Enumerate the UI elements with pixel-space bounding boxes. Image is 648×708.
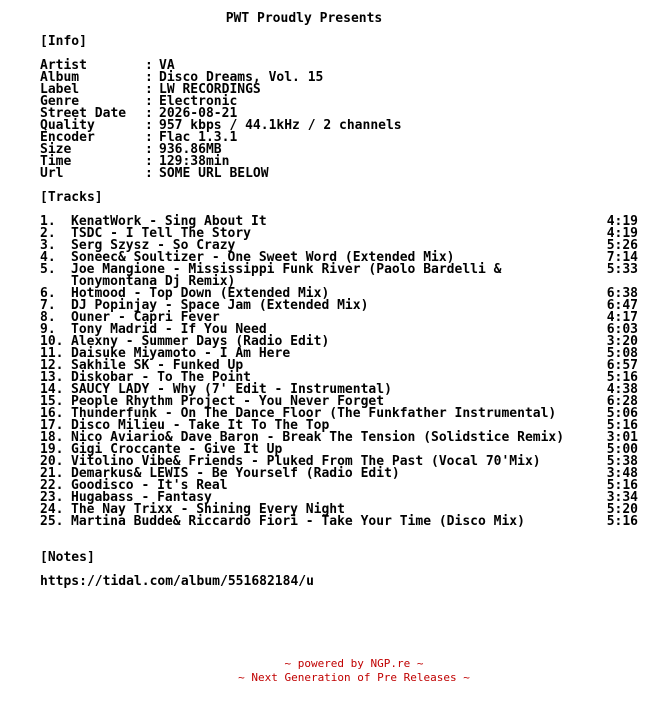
track-number: 19. (40, 442, 64, 457)
footer-tagline: ~ Next Generation of Pre Releases ~ (238, 671, 470, 684)
track-number: 7. (40, 298, 56, 313)
track-duration: 5:16 (606, 514, 638, 529)
info-value: 2026-08-21 (159, 106, 238, 121)
track-number: 22. (40, 478, 64, 493)
info-key: Time (40, 154, 72, 169)
track-title: Vitolino Vibe& Friends - Pluked From The Past (Vocal 70'Mix) (71, 454, 541, 469)
track-title: Martina Budde& Riccardo Fiori - Take Your Time (Disco Mix) (71, 514, 525, 529)
track-duration: 4:19 (606, 226, 638, 241)
info-key: Album (40, 70, 80, 85)
track-title: Tony Madrid - If You Need (71, 322, 267, 337)
track-number: 24. (40, 502, 64, 517)
info-separator: : (145, 106, 153, 121)
info-separator: : (145, 130, 153, 145)
info-value: SOME URL BELOW (159, 166, 269, 181)
track-duration: 4:17 (606, 310, 638, 325)
track-title: Soneec& Soultizer - One Sweet Word (Extended Mix) (71, 250, 455, 265)
track-number: 20. (40, 454, 64, 469)
info-key: Genre (40, 94, 80, 109)
track-title: Sakhile SK - Funked Up (71, 358, 244, 373)
track-duration: 3:01 (606, 430, 638, 445)
info-value: 129:38min (159, 154, 230, 169)
track-duration: 5:06 (606, 406, 638, 421)
track-number: 14. (40, 382, 64, 397)
track-number: 13. (40, 370, 64, 385)
track-number: 17. (40, 418, 64, 433)
track-number: 3. (40, 238, 56, 253)
track-number: 12. (40, 358, 64, 373)
track-number: 1. (40, 214, 56, 229)
info-separator: : (145, 142, 153, 157)
track-duration: 7:14 (606, 250, 638, 265)
track-duration: 5:16 (606, 478, 638, 493)
track-title: Nico Aviario& Dave Baron - Break The Tension (Solidstice Remix) (71, 430, 565, 445)
track-title: Serg Szysz - So Crazy (71, 238, 236, 253)
info-key: Url (40, 166, 64, 181)
track-number: 9. (40, 322, 56, 337)
track-duration: 6:38 (606, 286, 638, 301)
track-number: 15. (40, 394, 64, 409)
track-title: Alexny - Summer Days (Radio Edit) (71, 334, 330, 349)
track-number: 8. (40, 310, 56, 325)
track-number: 16. (40, 406, 64, 421)
track-title: People Rhythm Project - You Never Forget (71, 394, 385, 409)
track-title: Disco Milieu - Take It To The Top (71, 418, 330, 433)
track-number: 2. (40, 226, 56, 241)
track-title: TSDC - I Tell The Story (71, 226, 252, 241)
footer-powered-by: ~ powered by NGP.re ~ (284, 657, 424, 670)
track-number: 11. (40, 346, 64, 361)
info-value: 936.86MB (159, 142, 222, 157)
track-title: Goodisco - It's Real (71, 478, 228, 493)
info-separator: : (145, 118, 153, 133)
track-title-continued: Tonymontana Dj Remix) (71, 274, 236, 289)
track-title: Daisuke Miyamoto - I Am Here (71, 346, 291, 361)
track-number: 18. (40, 430, 64, 445)
track-number: 10. (40, 334, 64, 349)
track-duration: 5:20 (606, 502, 638, 517)
track-title: Demarkus& LEWIS - Be Yourself (Radio Edit) (71, 466, 400, 481)
track-duration: 5:08 (606, 346, 638, 361)
info-separator: : (145, 94, 153, 109)
info-value: LW RECORDINGS (159, 82, 261, 97)
info-separator: : (145, 82, 153, 97)
info-key: Quality (40, 118, 95, 133)
info-value: VA (159, 58, 175, 73)
track-duration: 3:34 (606, 490, 638, 505)
track-duration: 5:16 (606, 370, 638, 385)
track-duration: 6:47 (606, 298, 638, 313)
track-duration: 4:38 (606, 382, 638, 397)
info-separator: : (145, 70, 153, 85)
track-duration: 5:00 (606, 442, 638, 457)
track-number: 23. (40, 490, 64, 505)
track-duration: 5:38 (606, 454, 638, 469)
track-number: 4. (40, 250, 56, 265)
info-value: Electronic (159, 94, 238, 109)
track-title: Ouner - Capri Fever (71, 310, 220, 325)
track-number: 25. (40, 514, 64, 529)
track-duration: 6:28 (606, 394, 638, 409)
tracks-section-heading: [Tracks] (40, 190, 103, 205)
info-key: Encoder (40, 130, 95, 145)
track-duration: 6:03 (606, 322, 638, 337)
track-number: 5. (40, 262, 56, 277)
notes-section-heading: [Notes] (40, 550, 95, 565)
info-separator: : (145, 58, 153, 73)
track-duration: 4:19 (606, 214, 638, 229)
info-key: Artist (40, 58, 87, 73)
info-section-heading: [Info] (40, 34, 87, 49)
track-number: 6. (40, 286, 56, 301)
notes-url: https://tidal.com/album/551682184/u (40, 574, 314, 589)
info-separator: : (145, 166, 153, 181)
track-title: Thunderfunk - On The Dance Floor (The Funkfather Instrumental) (71, 406, 557, 421)
info-key: Size (40, 142, 72, 157)
track-number: 21. (40, 466, 64, 481)
track-title: KenatWork - Sing About It (71, 214, 267, 229)
track-title: Hotmood - Top Down (Extended Mix) (71, 286, 330, 301)
info-key: Label (40, 82, 80, 97)
track-duration: 5:33 (606, 262, 638, 277)
info-key: Street Date (40, 106, 127, 121)
track-title: Hugabass - Fantasy (71, 490, 212, 505)
track-title: Gigi Croccante - Give It Up (71, 442, 283, 457)
track-title: The Nay Trixx - Shining Every Night (71, 502, 345, 517)
track-title: Joe Mangione - Mississippi Funk River (Paolo Bardelli & (71, 262, 502, 277)
info-value: Flac 1.3.1 (159, 130, 238, 145)
track-duration: 5:26 (606, 238, 638, 253)
track-duration: 3:48 (606, 466, 638, 481)
info-value: Disco Dreams, Vol. 15 (159, 70, 324, 85)
info-value: 957 kbps / 44.1kHz / 2 channels (159, 118, 402, 133)
track-duration: 6:57 (606, 358, 638, 373)
track-duration: 3:20 (606, 334, 638, 349)
track-title: SAUCY LADY - Why (7' Edit - Instrumental) (71, 382, 392, 397)
info-separator: : (145, 154, 153, 169)
track-duration: 5:16 (606, 418, 638, 433)
track-title: Diskobar - To The Point (71, 370, 252, 385)
page-title: PWT Proudly Presents (225, 11, 383, 26)
track-title: DJ Popinjay - Space Jam (Extended Mix) (71, 298, 369, 313)
